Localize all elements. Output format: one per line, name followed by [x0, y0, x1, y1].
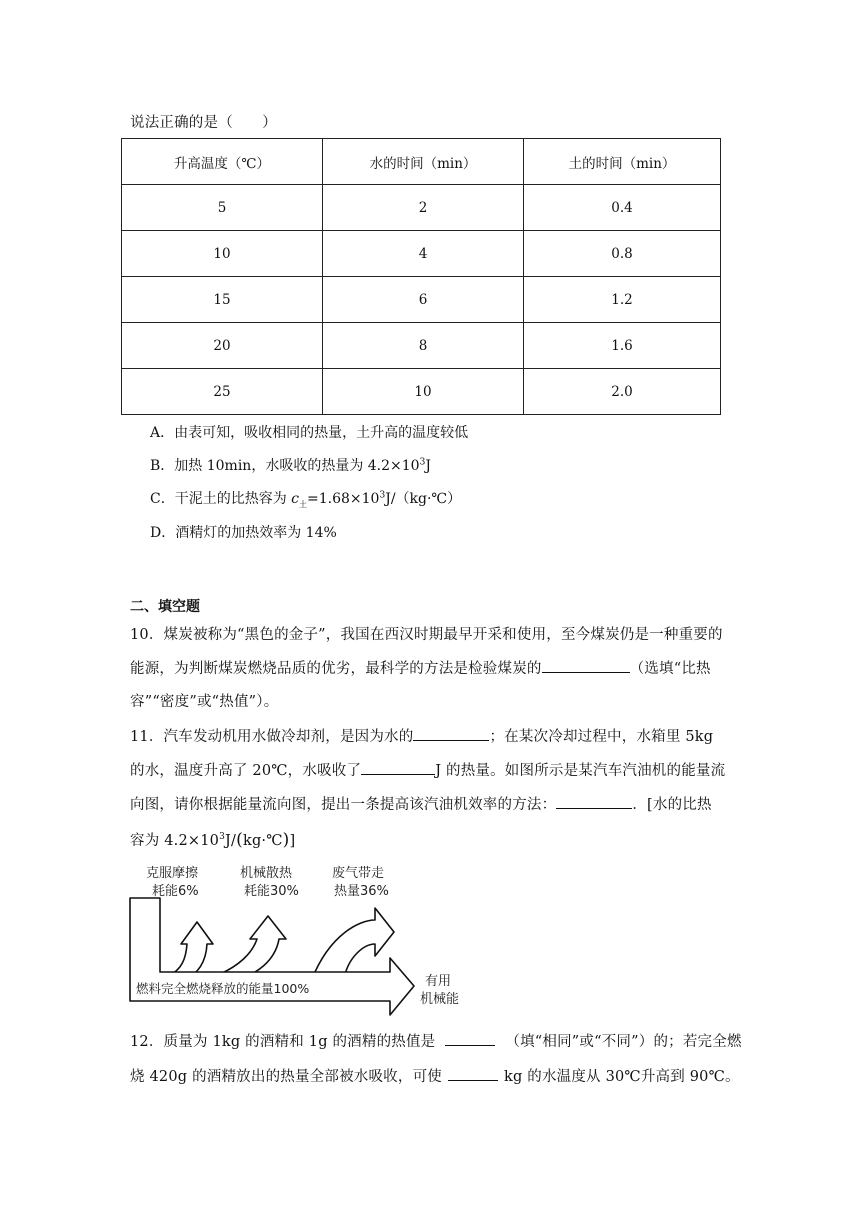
- table-cell: 0.8: [524, 231, 721, 277]
- q11-bracket-close: ]: [289, 833, 296, 849]
- option-c-unit: J/（kg·℃）: [385, 491, 462, 507]
- q11-text: 向图，请你根据能量流向图，提出一条提高该汽油机效率的方法：: [130, 797, 557, 813]
- table-cell: 20: [122, 323, 323, 369]
- q12-answer-blank-1[interactable]: [445, 1031, 495, 1046]
- q11-line-2: [130, 759, 725, 780]
- q11-text-after: ；在某次冷却过程中，水箱里 5kg: [489, 729, 714, 745]
- q10-line-3: 容”“密度”或“热值”）。: [130, 694, 279, 710]
- option-b-exponent: 3: [419, 457, 426, 468]
- main-energy-label: 燃料完全燃烧释放的能量100%: [136, 981, 310, 996]
- option-c-variable: c: [291, 491, 300, 507]
- option-c-subscript: 土: [299, 499, 308, 509]
- friction-label-2: 耗能6%: [152, 884, 199, 899]
- table-row: [122, 323, 721, 369]
- table-cell: 25: [122, 369, 323, 415]
- table-cell: 8: [323, 323, 524, 369]
- q12-answer-blank-2[interactable]: [448, 1066, 498, 1081]
- table-cell: 4: [323, 231, 524, 277]
- table-cell: 1.2: [524, 277, 721, 323]
- useful-label-1: 有用: [425, 974, 452, 989]
- option-c-text: C．干泥土的比热容为: [150, 491, 292, 507]
- q10-line-2: [130, 657, 711, 678]
- q11-paren-close: ): [282, 830, 290, 850]
- q12-text-after: （填“相同”或“不同”）的；若完全燃: [505, 1034, 742, 1050]
- q11-text: 的水，温度升高了 20℃，水吸收了: [130, 763, 362, 779]
- q12-line-1: [130, 1030, 742, 1051]
- q11-text-after: ．[水的比热: [632, 797, 712, 813]
- table-cell: 10: [122, 231, 323, 277]
- table-row: [122, 231, 721, 277]
- mechanical-label-1: 机械散热: [240, 866, 293, 881]
- mechanical-branch-arrow: [220, 916, 286, 979]
- energy-flow-diagram: [120, 862, 500, 1017]
- q10-answer-blank[interactable]: [542, 658, 630, 673]
- table-cell: 1.6: [524, 323, 721, 369]
- table-row: [122, 277, 721, 323]
- table-cell: 2: [323, 185, 524, 231]
- q11-line-1: [130, 725, 713, 746]
- q11-unit: J/: [225, 833, 237, 849]
- data-table: [121, 138, 721, 415]
- option-c-exponent: 3: [379, 490, 386, 501]
- q11-unit-inner: kg·℃: [242, 833, 283, 849]
- q10-text-after: （选填“比热: [629, 661, 711, 677]
- q11-exponent: 3: [219, 832, 226, 843]
- table-cell: 2.0: [524, 369, 721, 415]
- exhaust-label-1: 废气带走: [332, 866, 385, 881]
- table-header-cell: 升高温度（℃）: [122, 139, 323, 185]
- exhaust-label-2: 热量36%: [334, 884, 389, 899]
- q11-line-4: [130, 829, 295, 850]
- table-cell: 15: [122, 277, 323, 323]
- q10-text: 能源，为判断煤炭燃烧品质的优劣，最科学的方法是检验煤炭的: [130, 661, 542, 677]
- option-b-text: B．加热 10min，水吸收的热量为 4.2×10: [150, 458, 420, 474]
- q12-line-2: [130, 1065, 740, 1086]
- table-header-row: [122, 139, 721, 185]
- exhaust-branch-arrow: [312, 908, 394, 979]
- friction-label-1: 克服摩擦: [146, 866, 199, 881]
- q11-paren-open: (: [236, 830, 243, 850]
- option-c: [150, 488, 461, 510]
- table-cell: 6: [323, 277, 524, 323]
- table-row: [122, 185, 721, 231]
- q12-text: 12．质量为 1kg 的酒精和 1g 的酒精的热值是: [130, 1034, 436, 1050]
- q11-answer-blank-2[interactable]: [361, 760, 435, 775]
- question-stem-tail: 说法正确的是（ ）: [130, 115, 277, 131]
- q10-line-1: 10．煤炭被称为“黑色的金子”，我国在西汉时期最早开采和使用，至今煤炭仍是一种重要的: [130, 627, 723, 643]
- section-title: 二、填空题: [130, 599, 200, 615]
- option-b: [150, 455, 431, 475]
- option-d: D．酒精灯的加热效率为 14%: [150, 525, 337, 541]
- table-cell: 5: [122, 185, 323, 231]
- q11-text-after: J 的热量。如图所示是某汽车汽油机的能量流: [435, 763, 726, 779]
- q11-line-3: [130, 793, 712, 814]
- table-header-cell: 水的时间（min）: [323, 139, 524, 185]
- table-cell: 10: [323, 369, 524, 415]
- table-header-cell: 土的时间（min）: [524, 139, 721, 185]
- option-a: A．由表可知，吸收相同的热量，土升高的温度较低: [150, 425, 469, 441]
- q12-text-after: kg 的水温度从 30℃升高到 90℃。: [503, 1069, 740, 1085]
- mechanical-label-2: 耗能30%: [244, 884, 299, 899]
- q11-text: 11．汽车发动机用水做冷却剂，是因为水的: [130, 729, 414, 745]
- option-c-value: =1.68×10: [307, 491, 380, 507]
- q11-text: 容为 4.2×10: [130, 833, 220, 849]
- q11-answer-blank-1[interactable]: [413, 726, 489, 741]
- table-row: [122, 369, 721, 415]
- q11-answer-blank-3[interactable]: [556, 794, 632, 809]
- option-b-unit: J: [425, 458, 431, 474]
- useful-label-2: 机械能: [420, 992, 460, 1007]
- table-cell: 0.4: [524, 185, 721, 231]
- q12-text: 烧 420g 的酒精放出的热量全部被水吸收，可使: [130, 1069, 442, 1085]
